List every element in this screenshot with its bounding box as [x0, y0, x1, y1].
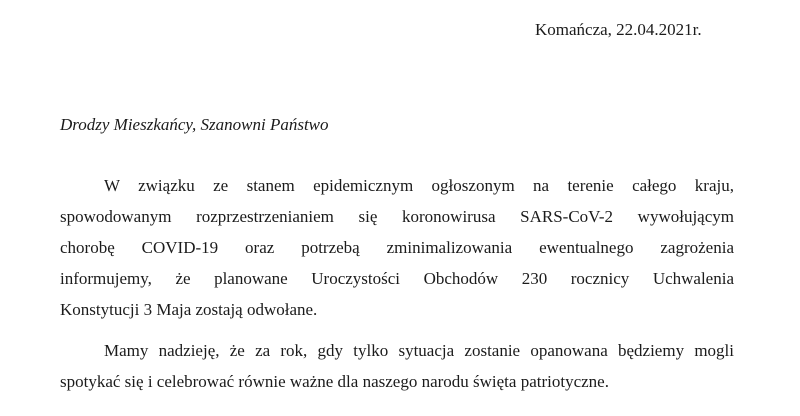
- paragraph-announcement: [60, 170, 734, 325]
- salutation: Drodzy Mieszkańcy, Szanowni Państwo: [60, 115, 329, 134]
- paragraph-line: Mamy nadzieję, że za rok, gdy tylko sytuacja zostanie opanowana będziemy mogli: [104, 341, 734, 360]
- paragraph-line: chorobę COVID-19 oraz potrzebą zminimalizowania ewentualnego zagrożenia: [60, 238, 734, 257]
- place-and-date: Komańcza, 22.04.2021r.: [535, 20, 702, 39]
- paragraph-line: informujemy, że planowane Uroczystości Obchodów 230 rocznicy Uchwalenia: [60, 269, 734, 288]
- paragraph-line: spowodowanym rozprzestrzenianiem się koronowirusa SARS-CoV-2 wywołującym: [60, 207, 734, 226]
- paragraph-line: W związku ze stanem epidemicznym ogłoszonym na terenie całego kraju,: [104, 176, 734, 195]
- paragraph-line: spotykać się i celebrować równie ważne dla naszego narodu święta patriotyczne.: [60, 372, 609, 391]
- paragraph-hope: [60, 335, 734, 397]
- paragraph-line: Konstytucji 3 Maja zostają odwołane.: [60, 300, 318, 319]
